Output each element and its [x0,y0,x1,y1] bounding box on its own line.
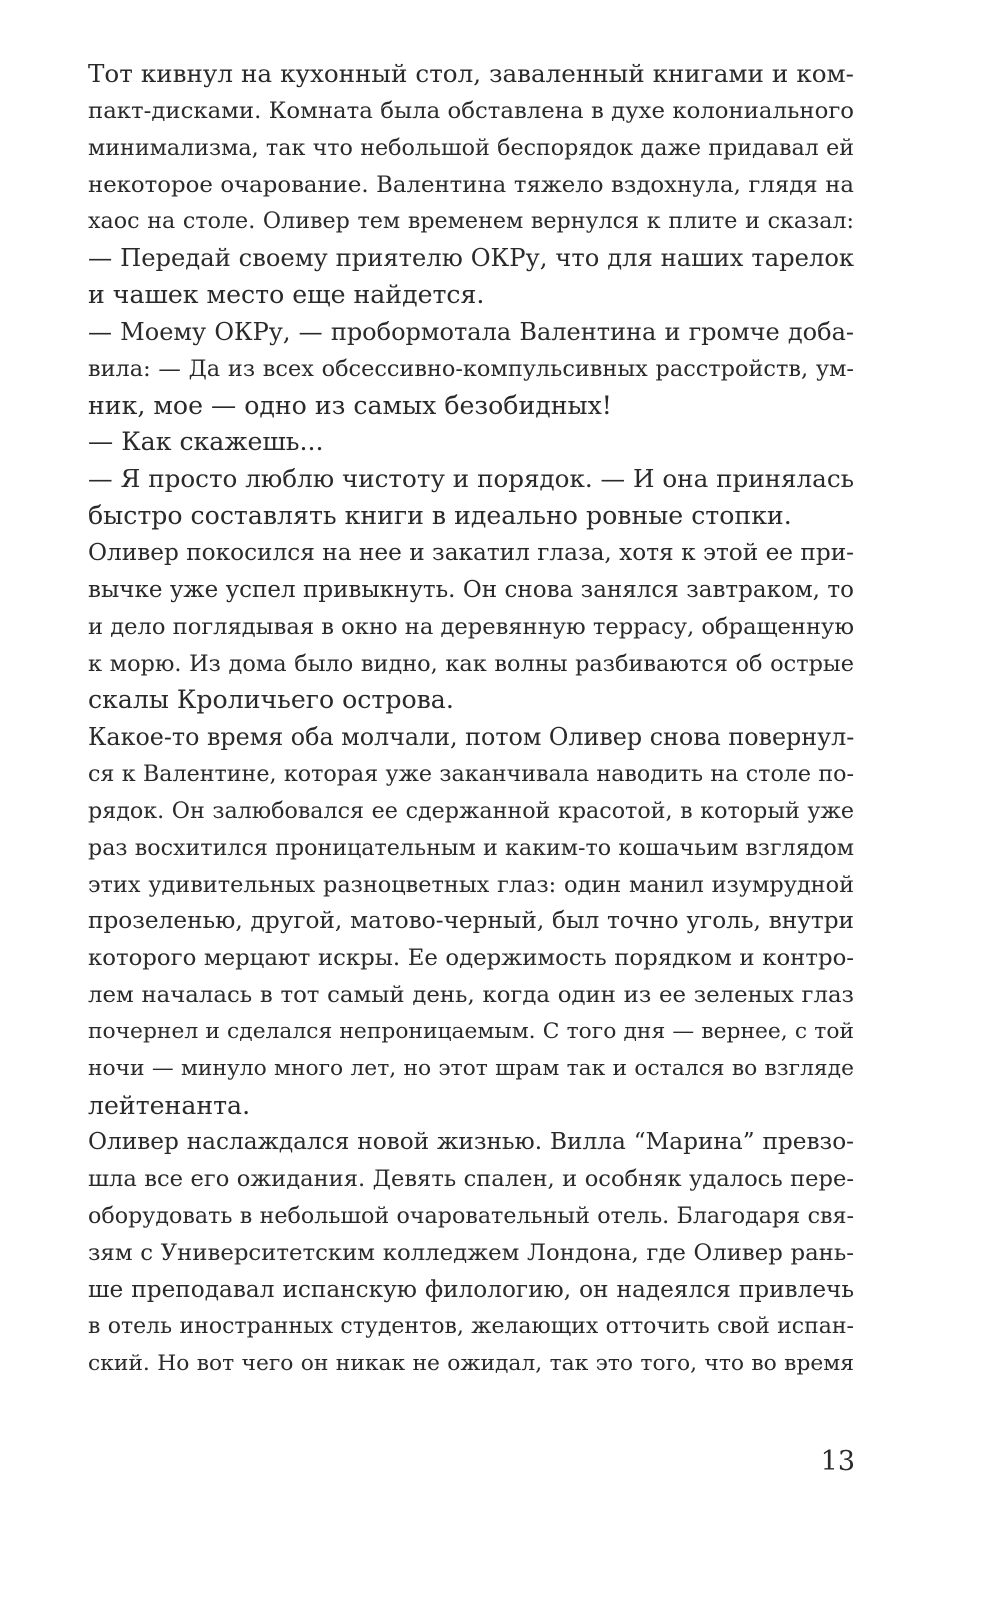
text-line: ся к Валентине, которая уже заканчивала наводить на столе по- [88,761,854,788]
text-line: хаос на столе. Оливер тем временем вернулся к плите и сказал: [88,208,854,235]
text-line: зям с Университетским колледжем Лондона, где Оливер рань- [88,1240,854,1266]
text-line: прозеленью, другой, матово-черный, был точно уголь, внутри [88,907,854,935]
text-line: этих удивительных разноцветных глаз: один манил изумрудной [88,871,854,898]
text-line: рядок. Он залюбовался ее сдержанной красотой, в который уже [88,797,854,824]
text-line: ник, мое — одно из самых безобидных! [88,390,612,420]
text-line: Тот кивнул на кухонный стол, заваленный книгами и ком- [88,59,854,88]
text-line: — Как скажешь... [88,427,324,457]
text-line: пакт-дисками. Комната была обставлена в духе колониального [88,97,854,124]
text-line: ночи — минуло много лет, но этот шрам так и остался во взгляде [88,1055,854,1081]
text-line: оборудовать в небольшой очаровательный отель. Благодаря свя- [88,1203,854,1230]
text-line: — Передай своему приятелю ОКРу, что для наших тарелок [88,244,854,273]
text-line: — Я просто люблю чистоту и порядок. — И она принялась [88,464,854,494]
text-line: Оливер покосился на нее и закатил глаза, хотя к этой ее при- [88,538,854,566]
text-line: — Моему ОКРу, — пробормотала Валентина и громче доба- [88,317,854,346]
text-line: вычке уже успел привыкнуть. Он снова занялся завтраком, то [88,576,854,603]
text-line: и чашек место еще найдется. [88,280,485,310]
text-line: Какое-то время оба молчали, потом Оливер снова повернул- [88,723,855,752]
text-line: почернел и сделался непроницаемым. С того дня — вернее, с той [88,1018,854,1044]
page-text-body [88,56,854,1382]
text-line: раз восхитился проницательным и каким-то кошачьим взглядом [88,834,854,861]
text-line: быстро составлять книги в идеально ровные стопки. [88,501,792,531]
text-line: и дело поглядывая в окно на деревянную террасу, обращенную [88,613,854,640]
text-line: шла все его ожидания. Девять спален, и особняк удалось пере- [88,1166,854,1193]
text-line: скалы Кроличьего острова. [88,685,454,715]
text-line: некоторое очарование. Валентина тяжело вздохнула, глядя на [88,171,854,198]
page-number: 13 [820,1446,855,1477]
text-line: Оливер наслаждался новой жизнью. Вилла “Марина” превзо- [88,1128,854,1156]
text-line: ский. Но вот чего он никак не ожидал, так это того, что во время [88,1350,854,1376]
text-line: минимализма, так что небольшой беспорядок даже придавал ей [88,134,854,161]
text-line: лем началась в тот самый день, когда один из ее зеленых глаз [88,982,854,1009]
text-line: ше преподавал испанскую филологию, он надеялся привлечь [88,1275,854,1303]
text-line: к морю. Из дома было видно, как волны разбиваются об острые [88,650,854,677]
text-line: вила: — Да из всех обсессивно-компульсивных расстройств, ум- [88,355,854,382]
text-line: в отель иностранных студентов, желающих отточить свой испан- [88,1313,854,1339]
text-line: лейтенанта. [88,1090,251,1120]
text-line: которого мерцают искры. Ее одержимость порядком и контро- [88,945,854,972]
